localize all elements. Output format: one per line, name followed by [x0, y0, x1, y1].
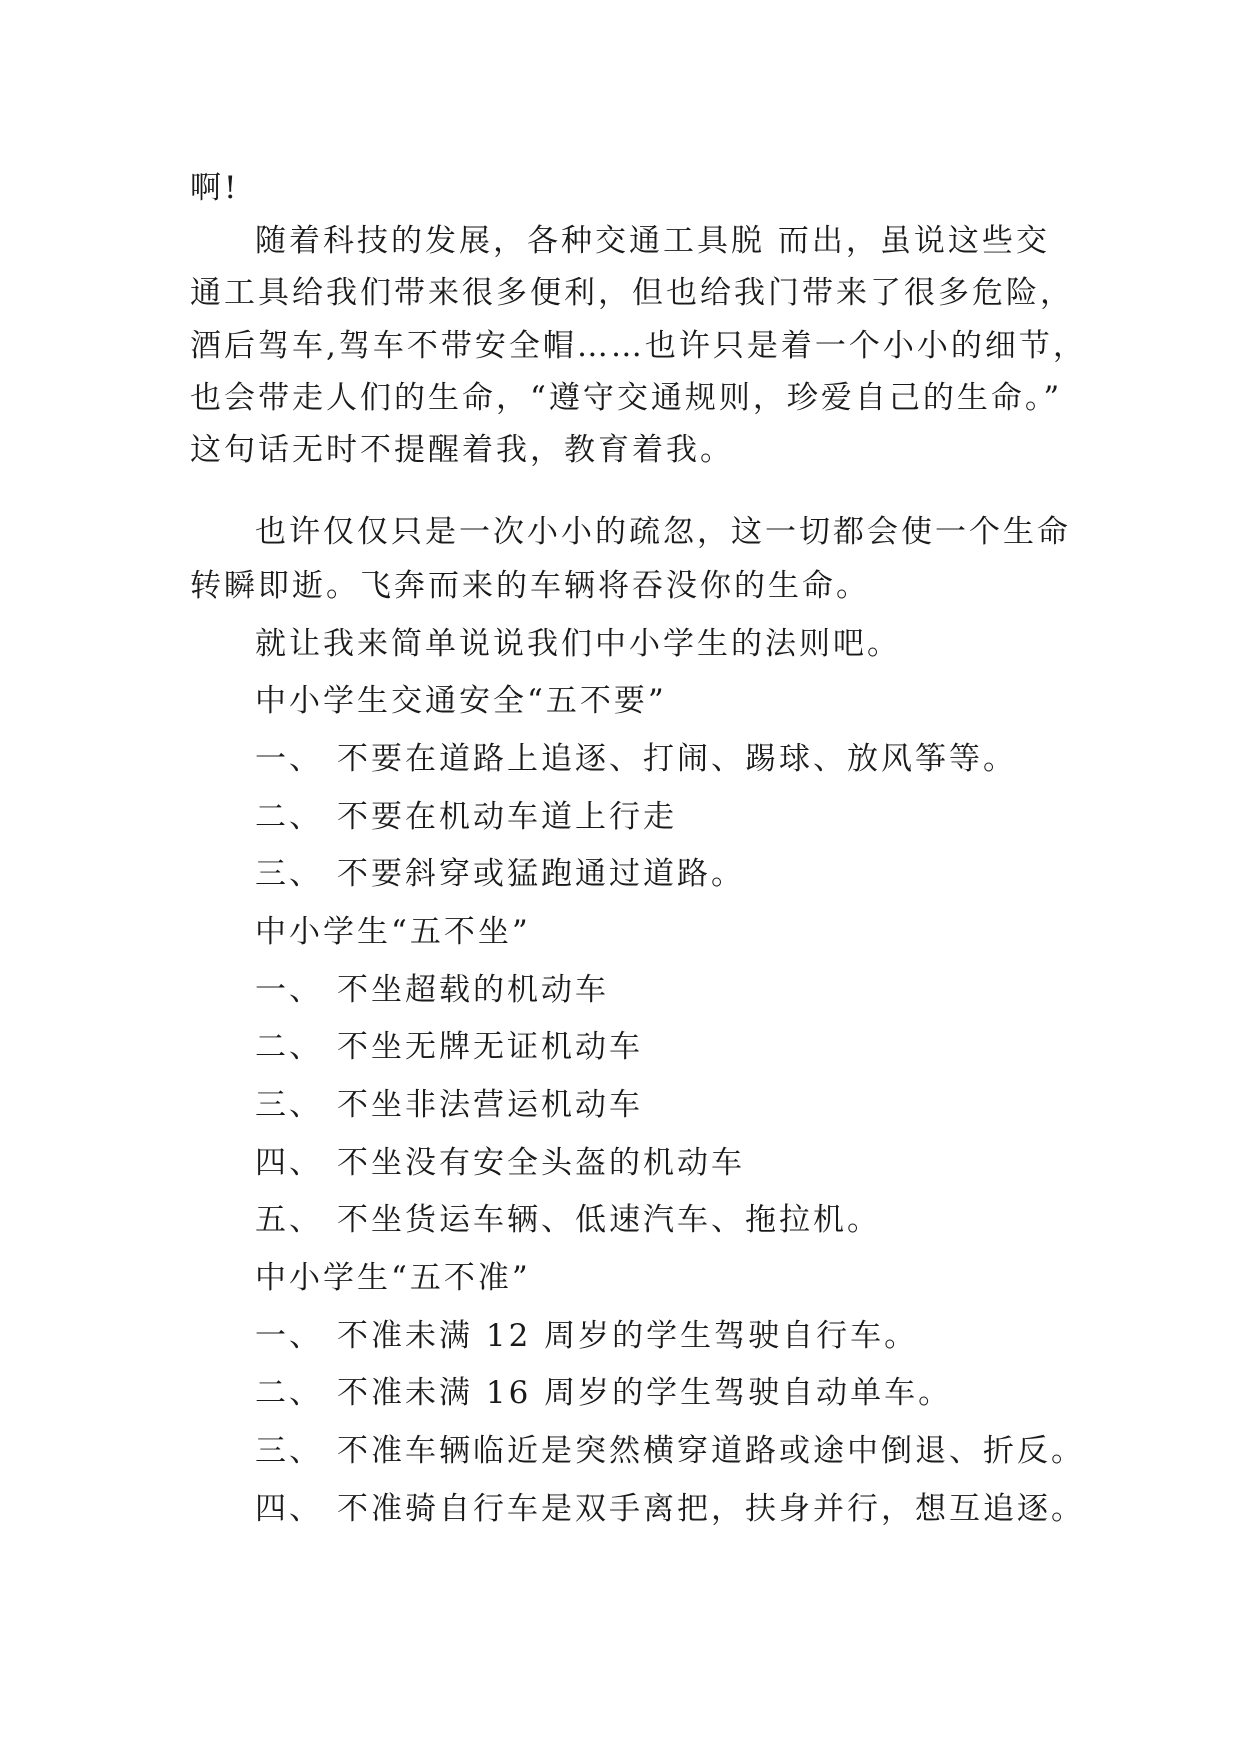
list-item-number: 三、: [255, 1087, 323, 1123]
list-item-number: 二、: [255, 1375, 323, 1411]
list-item-text: 不坐没有安全头盔的机动车: [337, 1145, 745, 1181]
list-item: [255, 854, 1135, 894]
section-heading: 中小学生交通安全“五不要”: [255, 683, 667, 719]
list-item-number: 一、: [255, 741, 323, 777]
list-item-text: 不坐超载的机动车: [337, 972, 609, 1008]
paragraph-line: 酒后驾车,驾车不带安全帽……也许只是着一个小小的细节，: [190, 328, 1087, 364]
list-item: [255, 1489, 1135, 1529]
list-item: [255, 1200, 1135, 1240]
list-item: [255, 1143, 1135, 1183]
paragraph-line: 啊!: [190, 170, 240, 206]
paragraph-line: 转瞬即逝。飞奔而来的车辆将吞没你的生命。: [190, 568, 870, 604]
section-heading: 中小学生“五不准”: [255, 1260, 531, 1296]
paragraph-line: 就让我来简单说说我们中小学生的法则吧。: [255, 626, 901, 662]
list-item-number: 三、: [255, 1433, 323, 1469]
list-item-number: 四、: [255, 1145, 323, 1181]
list-item-text: 不要斜穿或猛跑通过道路。: [337, 856, 745, 892]
list-item: [255, 970, 1135, 1010]
list-item-text: 不坐非法营运机动车: [337, 1087, 643, 1123]
list-item-number: 一、: [255, 1318, 323, 1354]
list-item: [255, 1316, 1135, 1356]
paragraph-line: 也会带走人们的生命，“遵守交通规则，珍爱自己的生命。”: [190, 380, 1063, 416]
list-item: [255, 797, 1135, 837]
paragraph-line: 通工具给我们带来很多便利，但也给我门带来了很多危险，: [190, 275, 1074, 311]
list-item-text: 不准未满 12 周岁的学生驾驶自行车。: [337, 1318, 919, 1354]
list-item-number: 二、: [255, 1029, 323, 1065]
list-item: [255, 1027, 1135, 1067]
list-item: [255, 1431, 1135, 1471]
list-item: [255, 1085, 1135, 1125]
list-item-text: 不坐货运车辆、低速汽车、拖拉机。: [337, 1202, 881, 1238]
paragraph-line: 随着科技的发展，各种交通工具脱 而出，虽说这些交: [255, 223, 1050, 259]
list-item-text: 不坐无牌无证机动车: [337, 1029, 643, 1065]
paragraph-line: 也许仅仅只是一次小小的疏忽，这一切都会使一个生命: [255, 514, 1071, 550]
list-item-text: 不要在机动车道上行走: [337, 799, 677, 835]
list-item-number: 四、: [255, 1491, 323, 1527]
list-item-number: 二、: [255, 799, 323, 835]
list-item-number: 五、: [255, 1202, 323, 1238]
paragraph-line: 这句话无时不提醒着我，教育着我。: [190, 432, 734, 468]
list-item: [255, 739, 1135, 779]
list-item: [255, 1373, 1135, 1413]
list-item-text: 不准车辆临近是突然横穿道路或途中倒退、折反。: [337, 1433, 1085, 1469]
list-item-text: 不准未满 16 周岁的学生驾驶自动单车。: [337, 1375, 953, 1411]
list-item-text: 不准骑自行车是双手离把，扶身并行，想互追逐。: [337, 1491, 1085, 1527]
list-item-number: 一、: [255, 972, 323, 1008]
list-item-text: 不要在道路上追逐、打闹、踢球、放风筝等。: [337, 741, 1017, 777]
list-item-number: 三、: [255, 856, 323, 892]
section-heading: 中小学生“五不坐”: [255, 914, 531, 950]
